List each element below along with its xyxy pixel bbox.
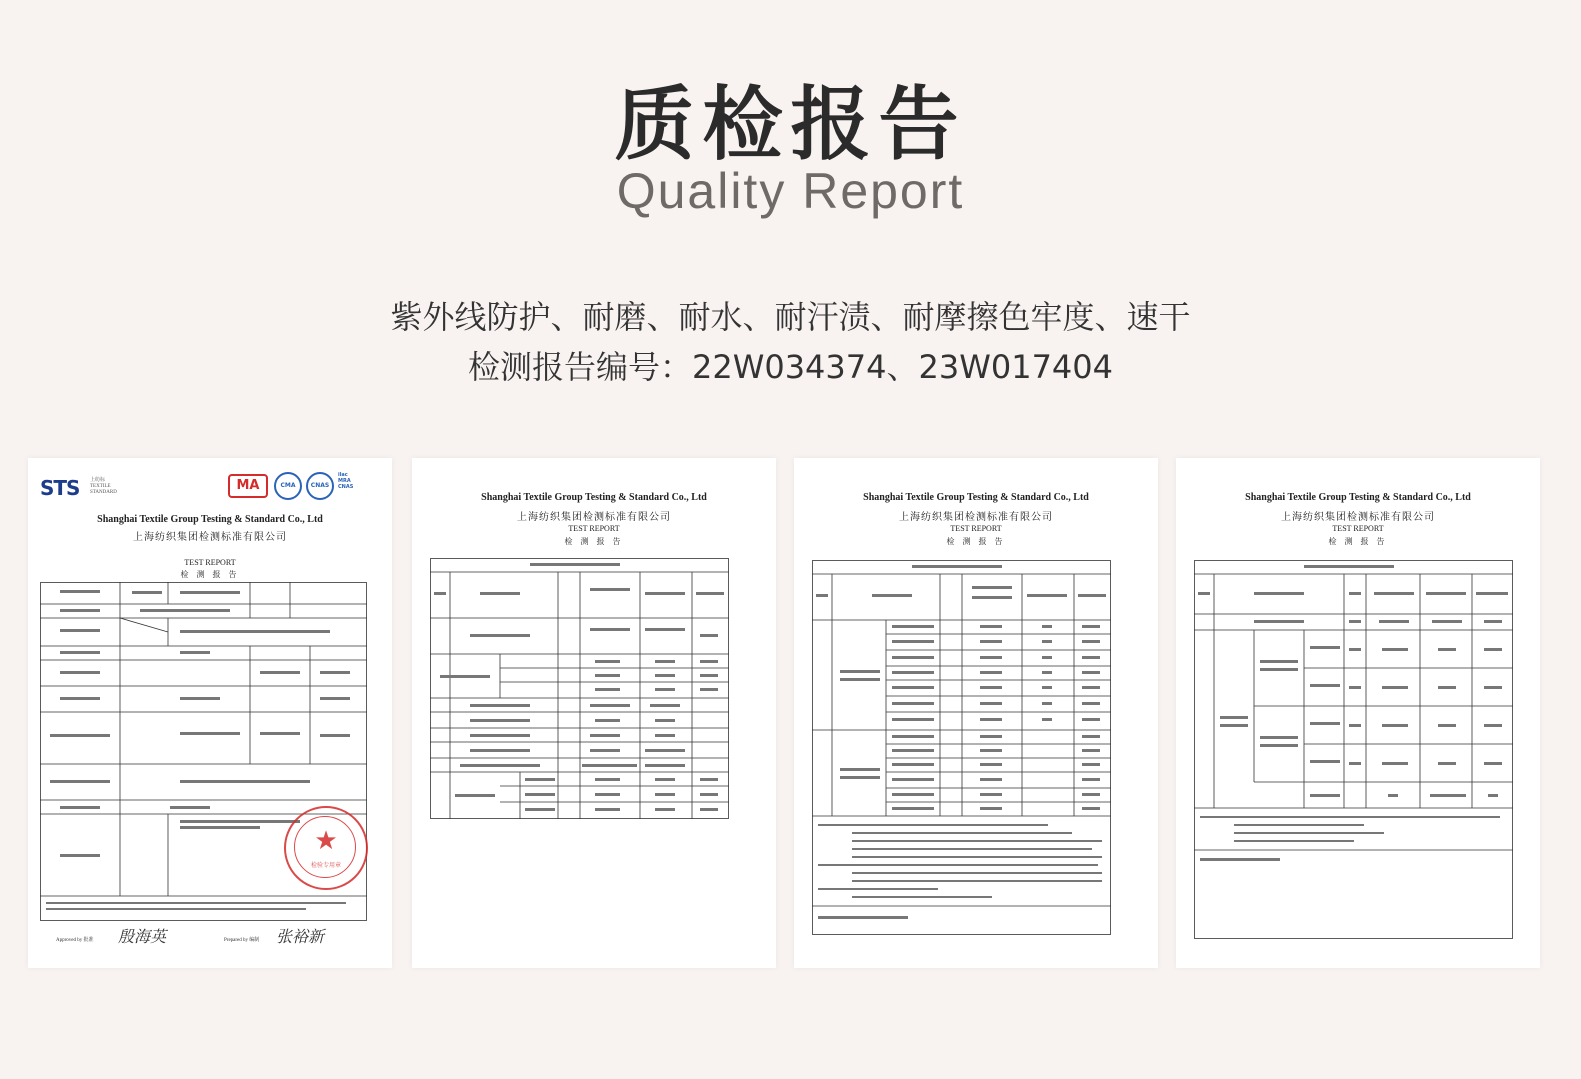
ilac-mra-logo: ilac MRA CNAS: [338, 472, 354, 490]
test-report-label: TEST REPORT: [950, 524, 1002, 533]
company-name-en: Shanghai Textile Group Testing & Standard Co., Ltd: [1245, 492, 1471, 503]
test-report-label: TEST REPORT: [568, 524, 620, 533]
summary-table: [430, 558, 730, 820]
approved-signature: 殷海英: [118, 927, 167, 946]
test-report-label-cn: 检 测 报 告: [1328, 537, 1388, 546]
company-name-cn: 上海纺织集团检测标准有限公司: [899, 512, 1053, 523]
report-page-2[interactable]: [412, 458, 776, 968]
test-report-label-cn: 检 测 报 告: [946, 537, 1006, 546]
prepared-label: Prepared by 编制: [224, 938, 260, 943]
page-title: 质检报告: [614, 78, 967, 171]
report-page-4[interactable]: [1176, 458, 1540, 968]
company-name-cn: 上海纺织集团检测标准有限公司: [1281, 512, 1435, 523]
test-report-label: TEST REPORT: [184, 558, 236, 567]
feature-list: 紫外线防护、耐磨、耐水、耐汗渍、耐摩擦色牢度、速干: [390, 298, 1191, 336]
prepared-signature: 张裕新: [276, 927, 325, 946]
results-table: [1194, 560, 1514, 940]
sts-logo: STS: [40, 476, 80, 500]
cnas-logo: CNAS: [306, 472, 334, 500]
company-name-en: Shanghai Textile Group Testing & Standard Co., Ltd: [863, 492, 1089, 503]
approved-label: Approved by 批准: [56, 938, 94, 943]
company-name-cn: 上海纺织集团检测标准有限公司: [517, 512, 671, 523]
test-report-label-cn: 检 测 报 告: [180, 570, 240, 579]
sts-logo-caption: 上纺标 TEXTILE STANDARD: [90, 478, 117, 495]
stamp-star-icon: ★: [314, 826, 338, 855]
official-stamp: ★ 检验专用章: [284, 806, 368, 890]
ma-logo: MA: [228, 474, 268, 498]
test-report-label: TEST REPORT: [1332, 524, 1384, 533]
test-report-label-cn: 检 测 报 告: [564, 537, 624, 546]
results-table: [812, 560, 1112, 936]
company-name-cn: 上海纺织集团检测标准有限公司: [133, 532, 287, 543]
company-name-en: Shanghai Textile Group Testing & Standard Co., Ltd: [481, 492, 707, 503]
page-subtitle: Quality Report: [616, 163, 965, 219]
report-page-3[interactable]: [794, 458, 1158, 968]
company-name-en: Shanghai Textile Group Testing & Standard Co., Ltd: [97, 514, 323, 525]
report-page-cover[interactable]: [28, 458, 392, 968]
report-numbers: 检测报告编号：22W034374、23W017404: [467, 348, 1114, 386]
report-gallery: [28, 458, 1536, 970]
cnas-seal-icon: CMA: [274, 472, 302, 500]
